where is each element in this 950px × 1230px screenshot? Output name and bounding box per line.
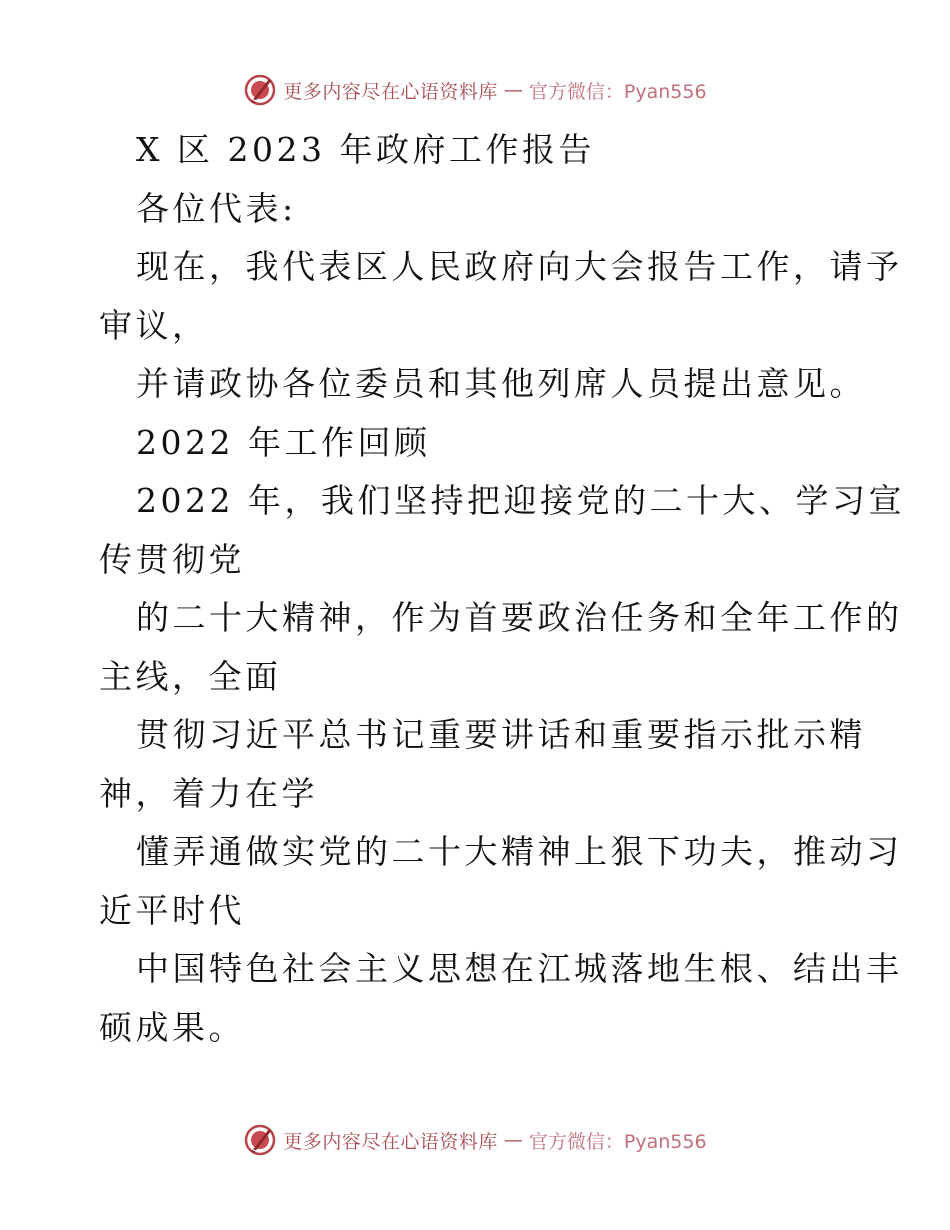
watermark-contact-text: 官方微信：Pyan556: [528, 1130, 707, 1153]
text-line: 现在，我代表区人民政府向大会报告工作，请予: [136, 247, 903, 286]
text-line: 懂弄通做实党的二十大精神上狠下功夫，推动习: [136, 832, 903, 871]
watermark-brand-text: 更多内容尽在心语资料库: [283, 1130, 498, 1153]
footer-watermark: [0, 1120, 950, 1160]
header-watermark: [0, 70, 950, 110]
watermark-contact-text: 官方微信：Pyan556: [528, 80, 707, 103]
text-line: 神，着力在学: [99, 773, 318, 813]
watermark-brand-text: 更多内容尽在心语资料库: [283, 80, 498, 103]
document-body: [99, 121, 905, 1057]
quill-circle-icon: [243, 73, 277, 107]
document-title: X 区 2023 年政府工作报告: [136, 130, 595, 169]
text-line: 近平时代: [99, 890, 245, 930]
text-line: 的二十大精神，作为首要政治任务和全年工作的: [136, 598, 903, 637]
watermark-separator: —: [503, 1129, 523, 1151]
text-line: 中国特色社会主义思想在江城落地生根、结出丰: [136, 949, 903, 988]
watermark-separator: —: [503, 79, 523, 101]
salutation: 各位代表:: [136, 188, 297, 228]
text-line: 主线，全面: [99, 656, 282, 696]
text-line: 硕成果。: [99, 1007, 245, 1047]
text-line: 审议，: [99, 305, 209, 345]
text-line: 2022 年，我们坚持把迎接党的二十大、学习宣: [136, 481, 905, 520]
text-line: 贯彻习近平总书记重要讲话和重要指示批示精: [136, 715, 866, 754]
quill-circle-icon: [243, 1123, 277, 1157]
section-heading: 2022 年工作回顾: [136, 422, 431, 462]
text-line: 并请政协各位委员和其他列席人员提出意见。: [136, 364, 866, 403]
text-line: 传贯彻党: [99, 539, 245, 579]
